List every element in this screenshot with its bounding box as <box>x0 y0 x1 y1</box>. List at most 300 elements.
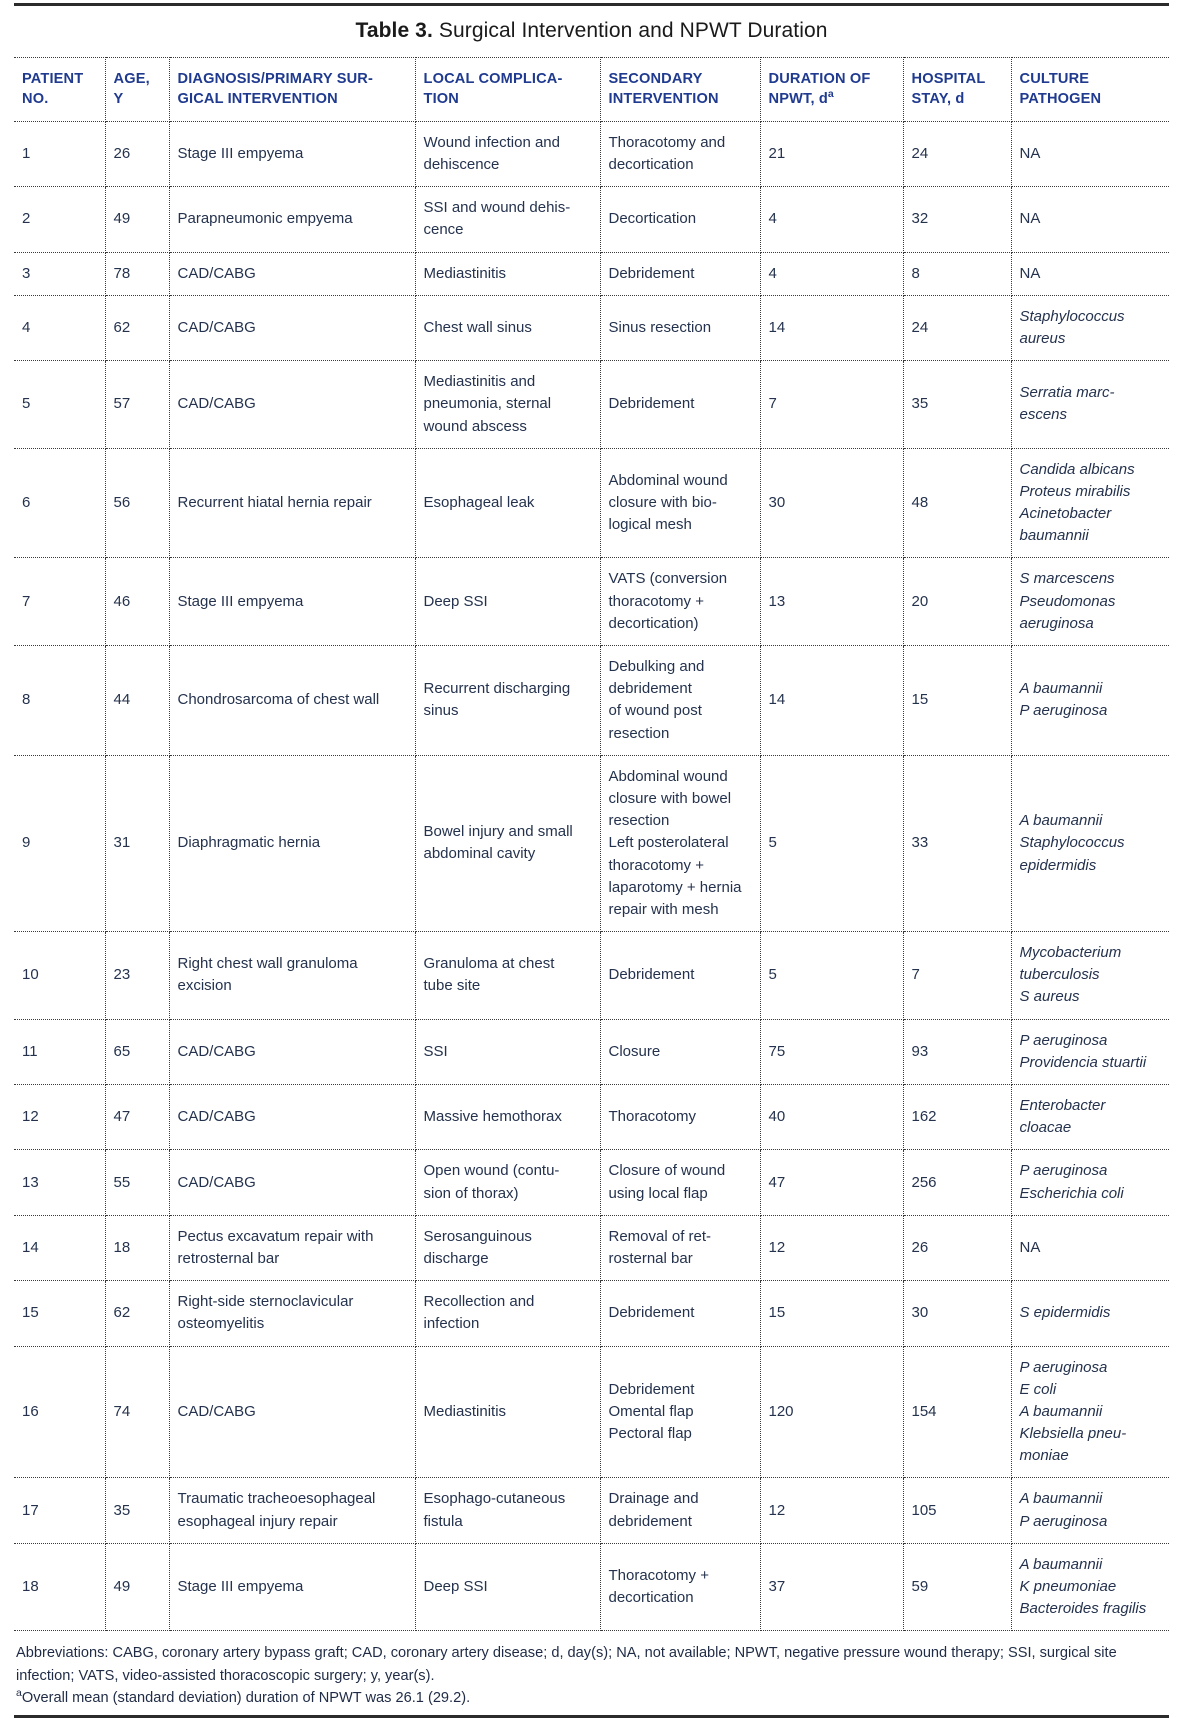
cell-secondary-intervention <box>600 755 760 931</box>
cell-line: S epidermidis <box>1019 1304 1111 1322</box>
cell-diagnosis <box>169 1150 415 1215</box>
cell-line: SSI <box>423 1042 448 1060</box>
page-title <box>14 6 1169 57</box>
cell-line: closure with bowel <box>608 789 732 807</box>
cell-culture-pathogen <box>1011 1346 1169 1478</box>
cell-secondary-intervention <box>600 1346 760 1478</box>
cell-line: debridement <box>608 680 692 698</box>
cell-line: Serratia marc- <box>1019 384 1115 402</box>
table-row <box>14 187 1169 252</box>
cell-line: Wound infection and <box>423 133 560 151</box>
cell-local-complication <box>415 755 600 931</box>
cell-line: decortication <box>608 1589 694 1607</box>
cell-line: Omental flap <box>608 1402 694 1420</box>
cell-line: sion of thorax) <box>423 1184 519 1202</box>
cell-line: Pseudomonas <box>1019 592 1116 610</box>
cell-line: K pneumoniae <box>1019 1578 1117 1596</box>
cell-duration-npwt: 12 <box>760 1215 903 1280</box>
cell-age: 74 <box>105 1346 169 1478</box>
cell-culture-pathogen <box>1011 1478 1169 1543</box>
cell-line: resection <box>608 812 670 830</box>
cell-patient-no: 3 <box>14 252 105 295</box>
cell-duration-npwt: 30 <box>760 448 903 558</box>
cell-line: esophageal injury repair <box>177 1512 338 1530</box>
cell-duration-npwt: 4 <box>760 252 903 295</box>
cell-duration-npwt: 5 <box>760 755 903 931</box>
cell-line: Recurrent discharging <box>423 680 571 698</box>
cell-line: Staphylococcus <box>1019 307 1125 325</box>
table-row <box>14 1150 1169 1215</box>
cell-age: 18 <box>105 1215 169 1280</box>
cell-diagnosis <box>169 755 415 931</box>
cell-secondary-intervention <box>600 558 760 646</box>
cell-line: Deep SSI <box>423 592 488 610</box>
table-number: Table 3. <box>355 19 433 42</box>
header-line: CULTURE <box>1019 71 1090 87</box>
cell-duration-npwt: 5 <box>760 932 903 1020</box>
table-row <box>14 932 1169 1020</box>
column-header-diagnosis <box>169 58 415 122</box>
cell-line: debridement <box>608 1512 692 1530</box>
cell-line: Abdominal wound <box>608 471 728 489</box>
cell-line: cence <box>423 221 464 239</box>
cell-patient-no: 12 <box>14 1085 105 1150</box>
cell-line: A baumannii <box>1019 1490 1103 1508</box>
cell-line: CAD/CABG <box>177 1402 256 1420</box>
cell-line: P aeruginosa <box>1019 1358 1108 1376</box>
cell-local-complication <box>415 1543 600 1631</box>
cell-secondary-intervention <box>600 295 760 360</box>
cell-diagnosis <box>169 1085 415 1150</box>
header-line: DURATION OF <box>768 71 871 87</box>
table-notes <box>14 1631 1169 1709</box>
cell-secondary-intervention <box>600 1543 760 1631</box>
cell-local-complication <box>415 187 600 252</box>
cell-diagnosis <box>169 1215 415 1280</box>
cell-line: dehiscence <box>423 156 500 174</box>
table-row <box>14 1346 1169 1478</box>
cell-line: VATS (conversion <box>608 570 728 588</box>
cell-duration-npwt: 14 <box>760 646 903 756</box>
cell-line: Left posterolateral <box>608 834 729 852</box>
cell-hospital-stay: 59 <box>903 1543 1011 1631</box>
cell-age: 62 <box>105 1281 169 1346</box>
cell-line: cloacae <box>1019 1119 1072 1137</box>
cell-local-complication <box>415 1150 600 1215</box>
header-line: Y <box>113 91 124 108</box>
cell-hospital-stay: 48 <box>903 448 1011 558</box>
cell-local-complication <box>415 1215 600 1280</box>
cell-local-complication <box>415 1281 600 1346</box>
cell-diagnosis <box>169 448 415 558</box>
cell-age: 55 <box>105 1150 169 1215</box>
cell-line: E coli <box>1019 1380 1057 1398</box>
cell-line: P aeruginosa <box>1019 1162 1108 1180</box>
cell-line: abdominal cavity <box>423 845 536 863</box>
cell-patient-no: 8 <box>14 646 105 756</box>
cell-hospital-stay: 162 <box>903 1085 1011 1150</box>
cell-line: aeruginosa <box>1019 614 1094 632</box>
cell-line: Enterobacter <box>1019 1097 1106 1115</box>
cell-hospital-stay: 105 <box>903 1478 1011 1543</box>
cell-line: Mycobacterium <box>1019 944 1122 962</box>
cell-line: NA <box>1019 210 1041 228</box>
cell-age: 49 <box>105 1543 169 1631</box>
cell-line: pneumonia, sternal <box>423 395 552 413</box>
cell-patient-no: 18 <box>14 1543 105 1631</box>
cell-line: Bowel injury and small <box>423 823 573 841</box>
cell-line: A baumannii <box>1019 1402 1103 1420</box>
header-line: AGE, <box>113 71 150 87</box>
cell-line: Candida albicans <box>1019 460 1135 478</box>
cell-line: Chondrosarcoma of chest wall <box>177 691 380 709</box>
cell-culture-pathogen <box>1011 558 1169 646</box>
cell-line: Deep SSI <box>423 1578 488 1596</box>
cell-line: P aeruginosa <box>1019 1512 1108 1530</box>
cell-line: CAD/CABG <box>177 264 256 282</box>
cell-hospital-stay: 30 <box>903 1281 1011 1346</box>
cell-duration-npwt: 15 <box>760 1281 903 1346</box>
cell-line: Serosanguinous <box>423 1227 532 1245</box>
cell-line: moniae <box>1019 1447 1069 1465</box>
cell-line: logical mesh <box>608 516 692 534</box>
header-line: HOSPITAL <box>911 71 986 87</box>
cell-local-complication <box>415 448 600 558</box>
cell-line: A baumannii <box>1019 680 1103 698</box>
cell-line: CAD/CABG <box>177 1108 256 1126</box>
cell-local-complication <box>415 1478 600 1543</box>
cell-line: epidermidis <box>1019 856 1097 874</box>
cell-age: 46 <box>105 558 169 646</box>
cell-hospital-stay: 32 <box>903 187 1011 252</box>
cell-diagnosis <box>169 558 415 646</box>
cell-line: Thoracotomy + <box>608 1566 709 1584</box>
cell-hospital-stay: 24 <box>903 121 1011 186</box>
cell-line: P aeruginosa <box>1019 1031 1108 1049</box>
cell-secondary-intervention <box>600 932 760 1020</box>
cell-line: Esophageal leak <box>423 494 535 511</box>
cell-line: Right-side sternoclavicular <box>177 1293 354 1311</box>
cell-culture-pathogen <box>1011 1281 1169 1346</box>
cell-line: Drainage and <box>608 1490 699 1508</box>
cell-line: Diaphragmatic hernia <box>177 834 321 852</box>
cell-culture-pathogen <box>1011 187 1169 252</box>
cell-secondary-intervention <box>600 1150 760 1215</box>
cell-culture-pathogen <box>1011 448 1169 558</box>
cell-line: CAD/CABG <box>177 1042 256 1060</box>
column-header-hospital-stay <box>903 58 1011 122</box>
cell-patient-no: 13 <box>14 1150 105 1215</box>
cell-local-complication <box>415 121 600 186</box>
cell-diagnosis <box>169 252 415 295</box>
cell-hospital-stay: 33 <box>903 755 1011 931</box>
cell-secondary-intervention <box>600 646 760 756</box>
cell-diagnosis <box>169 1281 415 1346</box>
cell-secondary-intervention <box>600 252 760 295</box>
cell-duration-npwt: 37 <box>760 1543 903 1631</box>
table-row <box>14 252 1169 295</box>
cell-line: rosternal bar <box>608 1249 693 1267</box>
cell-age: 31 <box>105 755 169 931</box>
cell-line: Pectoral flap <box>608 1425 692 1443</box>
header-row <box>14 58 1169 122</box>
cell-hospital-stay: 7 <box>903 932 1011 1020</box>
cell-line: CAD/CABG <box>177 1173 256 1191</box>
header-line: SECONDARY <box>608 71 703 87</box>
cell-line: Decortication <box>608 210 697 228</box>
cell-duration-npwt: 7 <box>760 361 903 449</box>
cell-line: Klebsiella pneu- <box>1019 1425 1127 1443</box>
cell-line: Debridement <box>608 395 695 413</box>
table-row <box>14 295 1169 360</box>
cell-age: 26 <box>105 121 169 186</box>
cell-secondary-intervention <box>600 121 760 186</box>
cell-local-complication <box>415 295 600 360</box>
table-row <box>14 361 1169 449</box>
cell-line: A baumannii <box>1019 1555 1103 1573</box>
cell-line: Parapneumonic empyema <box>177 210 353 228</box>
cell-diagnosis <box>169 646 415 756</box>
abbreviations-note: Abbreviations: CABG, coronary artery bypass graft; CAD, coronary artery disease; d, day(s); NA, not available; NPWT, negative pressure wound therapy; SSI, surgical site infection; VATS, video-assisted thoracoscopic surgery; y, year(s). <box>16 1645 1117 1684</box>
cell-line: Debridement <box>608 1304 695 1322</box>
cell-duration-npwt: 47 <box>760 1150 903 1215</box>
table-row <box>14 1281 1169 1346</box>
header-line: DIAGNOSIS/PRIMARY SUR- <box>177 71 373 87</box>
cell-culture-pathogen <box>1011 1085 1169 1150</box>
cell-line: Bacteroides fragilis <box>1019 1600 1147 1618</box>
cell-line: Recollection and <box>423 1293 535 1311</box>
header-line-text: NPWT, d <box>768 91 828 108</box>
table-body <box>14 121 1169 1631</box>
cell-line: using local flap <box>608 1184 708 1202</box>
cell-hospital-stay: 256 <box>903 1150 1011 1215</box>
cell-culture-pathogen <box>1011 361 1169 449</box>
cell-diagnosis <box>169 121 415 186</box>
table-row <box>14 1543 1169 1631</box>
cell-age: 78 <box>105 252 169 295</box>
cell-line: Acinetobacter <box>1019 505 1112 523</box>
cell-line: SSI and wound dehis- <box>423 199 571 217</box>
cell-line: laparotomy + hernia <box>608 878 742 896</box>
column-header-duration-npwt <box>760 58 903 122</box>
cell-line: Esophago-cutaneous <box>423 1490 566 1508</box>
cell-secondary-intervention <box>600 361 760 449</box>
cell-line: Open wound (contu- <box>423 1162 560 1180</box>
cell-local-complication <box>415 932 600 1020</box>
cell-line: Stage III empyema <box>177 144 304 162</box>
cell-local-complication <box>415 558 600 646</box>
cell-line: Debulking and <box>608 658 705 676</box>
column-header-culture-pathogen <box>1011 58 1169 122</box>
cell-line: Thoracotomy <box>608 1108 697 1126</box>
cell-duration-npwt: 4 <box>760 187 903 252</box>
cell-culture-pathogen <box>1011 252 1169 295</box>
cell-line: Massive hemothorax <box>423 1108 562 1126</box>
cell-patient-no: 10 <box>14 932 105 1020</box>
table-row <box>14 646 1169 756</box>
cell-culture-pathogen <box>1011 1019 1169 1084</box>
cell-diagnosis <box>169 1346 415 1478</box>
cell-diagnosis <box>169 295 415 360</box>
table-row <box>14 558 1169 646</box>
cell-duration-npwt: 13 <box>760 558 903 646</box>
column-header-age <box>105 58 169 122</box>
cell-line: Stage III empyema <box>177 1578 304 1596</box>
cell-secondary-intervention <box>600 1019 760 1084</box>
cell-culture-pathogen <box>1011 1215 1169 1280</box>
cell-patient-no: 7 <box>14 558 105 646</box>
cell-hospital-stay: 8 <box>903 252 1011 295</box>
cell-line: osteomyelitis <box>177 1315 265 1333</box>
cell-diagnosis <box>169 187 415 252</box>
cell-age: 35 <box>105 1478 169 1543</box>
cell-line: Mediastinitis <box>423 264 507 282</box>
cell-patient-no: 16 <box>14 1346 105 1478</box>
cell-line: Closure of wound <box>608 1162 726 1180</box>
cell-patient-no: 15 <box>14 1281 105 1346</box>
cell-line: tuberculosis <box>1019 966 1100 984</box>
cell-patient-no: 4 <box>14 295 105 360</box>
cell-line: Closure <box>608 1042 661 1060</box>
cell-line: Removal of ret- <box>608 1227 712 1245</box>
cell-line: A baumannii <box>1019 812 1103 830</box>
header-line: GICAL INTERVENTION <box>177 91 338 108</box>
cell-duration-npwt: 12 <box>760 1478 903 1543</box>
cell-line: thoracotomy + <box>608 592 704 610</box>
cell-secondary-intervention <box>600 1478 760 1543</box>
cell-diagnosis <box>169 1019 415 1084</box>
cell-line: Mediastinitis and <box>423 373 536 391</box>
cell-hospital-stay: 26 <box>903 1215 1011 1280</box>
cell-secondary-intervention <box>600 448 760 558</box>
cell-culture-pathogen <box>1011 1150 1169 1215</box>
cell-line: NA <box>1019 264 1041 282</box>
cell-line: Pectus excavatum repair with <box>177 1227 374 1245</box>
cell-line: sinus <box>423 702 459 720</box>
footnote-marker: a <box>16 1686 22 1699</box>
cell-line: Traumatic tracheoesophageal <box>177 1490 376 1508</box>
cell-line: Debridement <box>608 1380 695 1398</box>
cell-line: Abdominal wound <box>608 767 728 785</box>
cell-secondary-intervention <box>600 187 760 252</box>
cell-diagnosis <box>169 1543 415 1631</box>
cell-hospital-stay: 35 <box>903 361 1011 449</box>
header-line: LOCAL COMPLICA- <box>423 71 563 87</box>
cell-age: 65 <box>105 1019 169 1084</box>
cell-age: 49 <box>105 187 169 252</box>
cell-duration-npwt: 120 <box>760 1346 903 1478</box>
cell-duration-npwt: 40 <box>760 1085 903 1150</box>
cell-line: decortication) <box>608 614 699 632</box>
table-row <box>14 448 1169 558</box>
cell-hospital-stay: 20 <box>903 558 1011 646</box>
cell-diagnosis <box>169 932 415 1020</box>
cell-local-complication <box>415 361 600 449</box>
cell-line: NA <box>1019 144 1041 162</box>
table-header <box>14 58 1169 122</box>
cell-line: NA <box>1019 1238 1041 1256</box>
cell-local-complication <box>415 1346 600 1478</box>
header-line: TION <box>423 91 459 108</box>
cell-line: wound abscess <box>423 417 527 435</box>
cell-line: Recurrent hiatal hernia repair <box>177 494 372 511</box>
footnote-text: Overall mean (standard deviation) duration of NPWT was 26.1 (29.2). <box>21 1689 471 1706</box>
cell-line: Providencia stuartii <box>1019 1053 1147 1071</box>
table-caption: Surgical Intervention and NPWT Duration <box>438 19 828 42</box>
cell-patient-no: 11 <box>14 1019 105 1084</box>
footnote-marker: a <box>827 88 834 101</box>
cell-culture-pathogen <box>1011 121 1169 186</box>
cell-line: resection <box>608 724 670 742</box>
cell-age: 57 <box>105 361 169 449</box>
cell-hospital-stay: 15 <box>903 646 1011 756</box>
header-line <box>769 89 895 109</box>
cell-line: Debridement <box>608 966 695 984</box>
cell-line: retrosternal bar <box>177 1249 280 1267</box>
cell-line: thoracotomy + <box>608 856 704 874</box>
table-row <box>14 1215 1169 1280</box>
header-line: PATHOGEN <box>1019 91 1102 108</box>
cell-age: 44 <box>105 646 169 756</box>
bottom-rule <box>14 1715 1169 1718</box>
cell-age: 47 <box>105 1085 169 1150</box>
cell-line: excision <box>177 977 232 995</box>
cell-local-complication <box>415 646 600 756</box>
header-line: STAY, d <box>911 91 965 108</box>
header-line: INTERVENTION <box>608 91 719 108</box>
cell-hospital-stay: 24 <box>903 295 1011 360</box>
table-row <box>14 1019 1169 1084</box>
cell-line: fistula <box>423 1512 463 1530</box>
cell-patient-no: 9 <box>14 755 105 931</box>
cell-line: P aeruginosa <box>1019 702 1108 720</box>
cell-local-complication <box>415 1085 600 1150</box>
cell-line: escens <box>1019 406 1068 424</box>
cell-secondary-intervention <box>600 1085 760 1150</box>
cell-secondary-intervention <box>600 1281 760 1346</box>
cell-line: Thoracotomy and <box>608 133 726 151</box>
cell-hospital-stay: 93 <box>903 1019 1011 1084</box>
cell-line: of wound post <box>608 702 702 720</box>
cell-patient-no: 1 <box>14 121 105 186</box>
cell-line: closure with bio- <box>608 494 717 511</box>
cell-local-complication <box>415 252 600 295</box>
cell-culture-pathogen <box>1011 295 1169 360</box>
cell-line: Mediastinitis <box>423 1402 507 1420</box>
cell-line: infection <box>423 1315 480 1333</box>
cell-patient-no: 2 <box>14 187 105 252</box>
cell-line: S aureus <box>1019 988 1080 1006</box>
cell-patient-no: 6 <box>14 448 105 558</box>
cell-line: Stage III empyema <box>177 592 304 610</box>
cell-age: 62 <box>105 295 169 360</box>
cell-line: decortication <box>608 156 694 174</box>
cell-local-complication <box>415 1019 600 1084</box>
cell-line: Sinus resection <box>608 318 712 336</box>
cell-line: CAD/CABG <box>177 318 256 336</box>
cell-duration-npwt: 14 <box>760 295 903 360</box>
column-header-secondary-intervention <box>600 58 760 122</box>
header-line: NO. <box>22 91 49 108</box>
table-page <box>0 3 1183 1706</box>
cell-culture-pathogen <box>1011 646 1169 756</box>
column-header-local-complication <box>415 58 600 122</box>
table-row <box>14 1478 1169 1543</box>
cell-age: 23 <box>105 932 169 1020</box>
footnote-a <box>16 1687 1167 1709</box>
cell-culture-pathogen <box>1011 932 1169 1020</box>
cell-line: Granuloma at chest <box>423 955 555 973</box>
